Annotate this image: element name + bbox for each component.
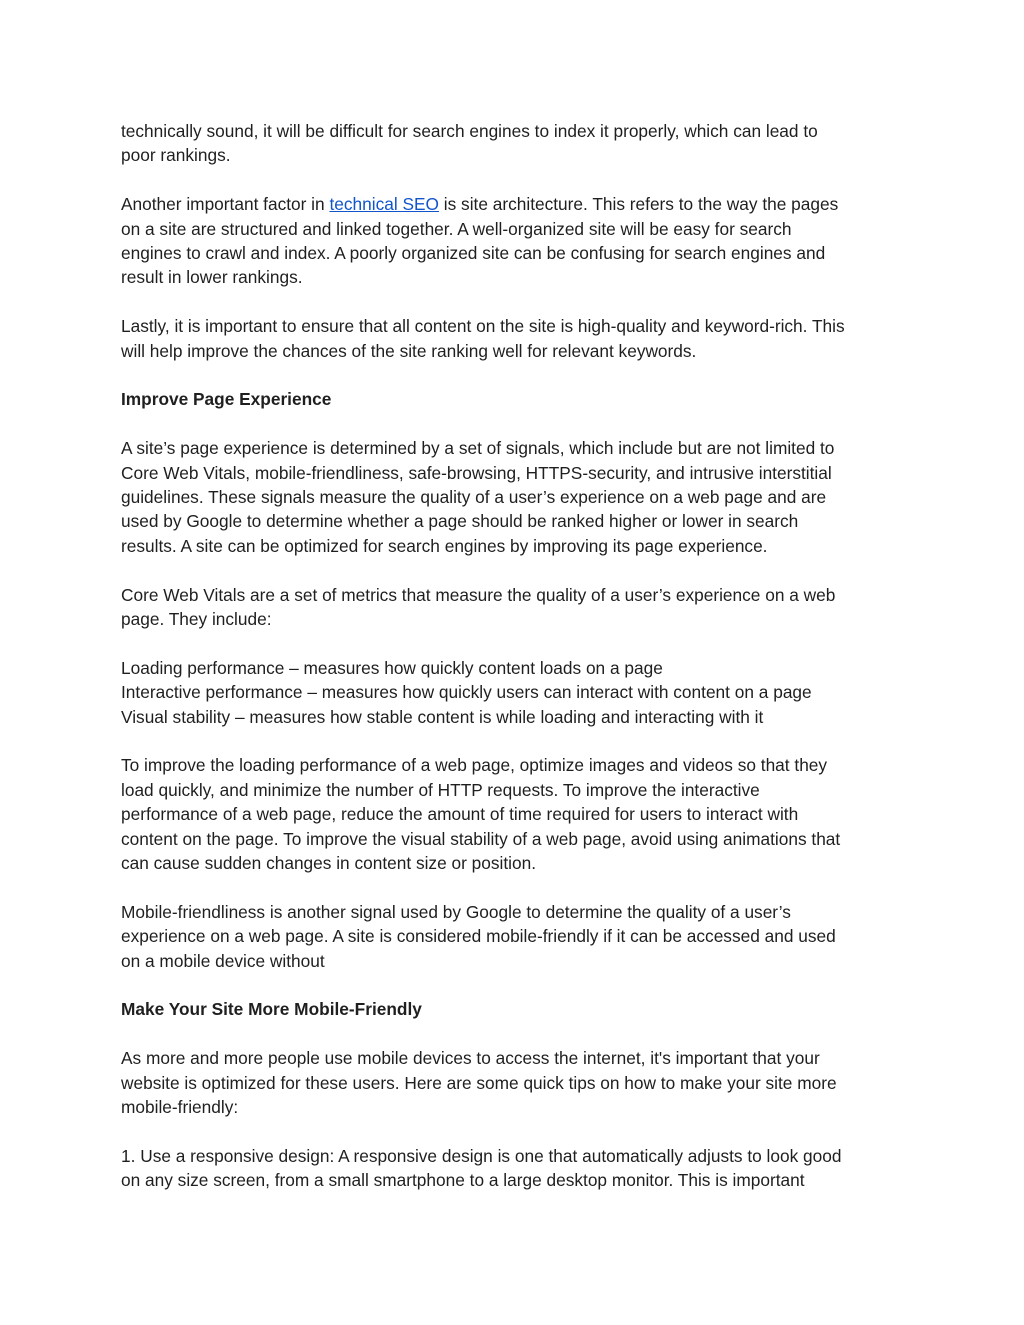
paragraph-mobile-friendliness: [121, 900, 896, 973]
text-line: To improve the loading performance of a web page, optimize images and videos so that they: [121, 755, 828, 776]
text-line: technically sound, it will be difficult for search engines to index it properly, which can lead to: [121, 121, 818, 141]
list-item: Visual stability – measures how stable content is while loading and interacting with it: [121, 706, 764, 727]
text-line: Mobile-friendliness is another signal used by Google to determine the quality of a user’s: [121, 901, 791, 922]
text-line: used by Google to determine whether a page should be ranked higher or lower in search: [121, 511, 799, 532]
text-line: As more and more people use mobile devices to access the internet, it's important that your: [121, 1048, 820, 1069]
list-item: Interactive performance – measures how quickly users can interact with content on a page: [121, 682, 812, 703]
paragraph-content-quality: [121, 314, 896, 363]
text-line: content on the page. To improve the visual stability of a web page, avoid using animations that: [121, 828, 841, 849]
text-line: will help improve the chances of the site ranking well for relevant keywords.: [121, 340, 697, 361]
paragraph-improve-performance: [121, 753, 896, 875]
paragraph-responsive-design: [121, 1144, 896, 1193]
paragraph-site-architecture: [121, 192, 896, 290]
list-item: Loading performance – measures how quickly content loads on a page: [121, 657, 663, 678]
text-line: on a mobile device without: [121, 950, 325, 971]
text-line: results. A site can be optimized for search engines by improving its page experience.: [121, 535, 768, 556]
text-line: A site’s page experience is determined by a set of signals, which include but are not limited to: [121, 438, 835, 459]
text-line: engines to crawl and index. A poorly organized site can be confusing for search engines and: [121, 243, 826, 264]
text-line: load quickly, and minimize the number of HTTP requests. To improve the interactive: [121, 779, 760, 800]
text-line: [121, 192, 896, 216]
text-line: 1. Use a responsive design: A responsive design is one that automatically adjusts to look good: [121, 1145, 842, 1166]
heading-improve-page-experience: Improve Page Experience: [121, 389, 332, 410]
text-line: poor rankings.: [121, 145, 231, 166]
text-line: result in lower rankings.: [121, 267, 303, 288]
text-segment: Another important factor in: [121, 194, 330, 215]
heading-mobile-friendly: Make Your Site More Mobile-Friendly: [121, 999, 422, 1020]
paragraph-indexing: [121, 119, 896, 168]
text-line: on any size screen, from a small smartphone to a large desktop monitor. This is important: [121, 1170, 805, 1191]
text-line: experience on a web page. A site is considered mobile-friendly if it can be accessed and used: [121, 926, 836, 947]
text-segment: is site architecture. This refers to the way the pages: [438, 194, 839, 215]
document-page: [121, 119, 896, 1217]
text-line: Core Web Vitals are a set of metrics that measure the quality of a user’s experience on a web: [121, 584, 836, 605]
text-line: website is optimized for these users. Here are some quick tips on how to make your site more: [121, 1072, 837, 1093]
technical-seo-link[interactable]: technical SEO: [329, 194, 439, 215]
text-line: Core Web Vitals, mobile-friendliness, safe-browsing, HTTPS-security, and intrusive interstitial: [121, 462, 832, 483]
text-line: page. They include:: [121, 609, 272, 630]
paragraph-core-web-vitals: [121, 583, 896, 632]
paragraph-page-experience: [121, 436, 896, 558]
text-line: mobile-friendly:: [121, 1097, 239, 1118]
text-line: performance of a web page, reduce the amount of time required for users to interact with: [121, 804, 799, 825]
text-line: Lastly, it is important to ensure that all content on the site is high-quality and keyword-rich. This: [121, 316, 845, 337]
text-line: guidelines. These signals measure the quality of a user’s experience on a web page and are: [121, 487, 827, 508]
paragraph-mobile-intro: [121, 1046, 896, 1119]
text-line: can cause sudden changes in content size or position.: [121, 853, 537, 874]
metrics-list: [121, 656, 896, 729]
text-line: on a site are structured and linked together. A well-organized site will be easy for search: [121, 218, 792, 239]
